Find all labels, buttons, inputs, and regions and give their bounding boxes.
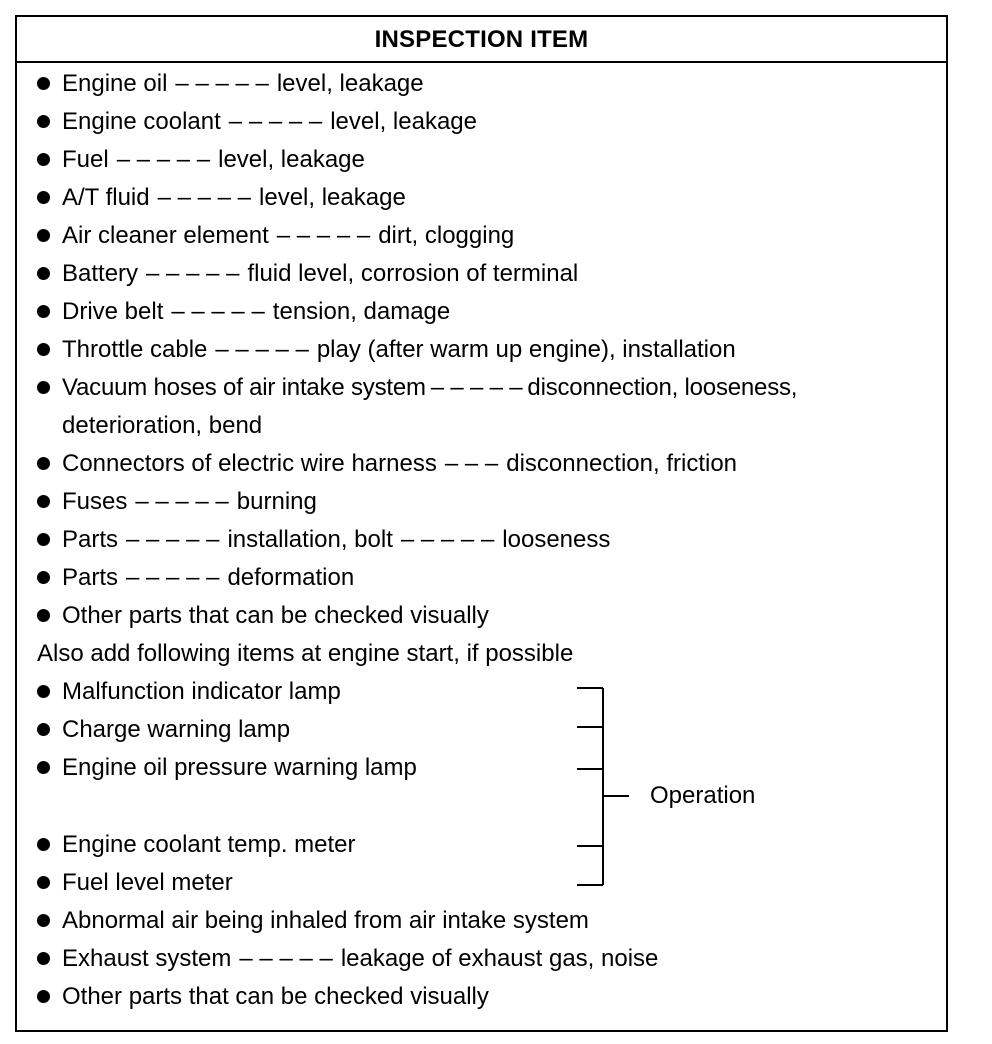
item-name: Parts: [62, 564, 119, 591]
dash-separator: – – – – –: [135, 488, 229, 515]
list-item: [37, 332, 736, 368]
item-name: Charge warning lamp: [62, 716, 291, 743]
item-name: Throttle cable: [62, 336, 208, 363]
bullet-icon: [37, 484, 62, 520]
item-name: Engine coolant temp. meter: [62, 831, 356, 858]
check-text: burning: [236, 488, 317, 515]
list-item: [37, 712, 290, 748]
check-text: disconnection, looseness,: [527, 374, 798, 401]
list-item: [37, 256, 578, 292]
list-item: [37, 142, 365, 178]
dash-separator: – – – – –: [126, 564, 220, 591]
list-item: [37, 827, 356, 863]
list-item: [37, 104, 477, 140]
list-item: [37, 941, 658, 977]
check-text: dirt, clogging: [378, 222, 515, 249]
list-item: [37, 370, 797, 406]
check-text: play (after warm up engine), installation: [316, 336, 736, 363]
dash-separator: – – – – –: [171, 298, 265, 325]
item-name: Other parts that can be checked visually: [62, 983, 489, 1010]
list-item: [37, 979, 489, 1015]
bullet-icon: [37, 674, 62, 710]
dash-separator: – – – – –: [157, 184, 252, 211]
check-text: leakage of exhaust gas, noise: [340, 945, 659, 972]
dash-separator: – – – – –: [228, 108, 323, 135]
list-item: [37, 66, 424, 102]
dash-separator: – – – – –: [175, 70, 269, 97]
list-item: [37, 218, 514, 254]
list-item: [37, 674, 341, 710]
bullet-icon: [37, 522, 62, 558]
item-name: Parts: [62, 526, 119, 553]
bullet-icon: [37, 979, 62, 1015]
list-item-continuation: [62, 408, 262, 444]
dash-separator: – – – – –: [146, 260, 240, 287]
list-item: [37, 484, 317, 520]
dash-separator: – – – – –: [126, 526, 220, 553]
check-text: tension, damage: [272, 298, 451, 325]
list-item: [37, 750, 417, 786]
bullet-icon: [37, 712, 62, 748]
item-name: Abnormal air being inhaled from air intake system: [62, 907, 589, 934]
bullet-icon: [37, 560, 62, 596]
check-text: level, leakage: [276, 70, 424, 97]
bullet-icon: [37, 332, 62, 368]
inspection-table: [15, 15, 948, 1032]
item-name: Drive belt: [62, 298, 164, 325]
bullet-icon: [37, 218, 62, 254]
check-text: level, leakage: [259, 184, 406, 211]
item-name: Connectors of electric wire harness: [62, 450, 437, 477]
item-name: Air cleaner element: [62, 222, 269, 249]
dash-separator: – – – – –: [116, 146, 211, 173]
item-name: A/T fluid: [62, 184, 150, 211]
list-item: [37, 294, 450, 330]
bullet-icon: [37, 941, 62, 977]
bullet-icon: [37, 142, 62, 178]
check-text: fluid level, corrosion of terminal: [247, 260, 579, 287]
check-text: level, leakage: [330, 108, 477, 135]
item-name: Fuel level meter: [62, 869, 233, 896]
bullet-icon: [37, 865, 62, 901]
engine-start-intro: Also add following items at engine start, if possible: [37, 640, 574, 667]
item-name: Battery: [62, 260, 139, 287]
item-name: Other parts that can be checked visually: [62, 602, 489, 629]
bullet-icon: [37, 104, 62, 140]
bullet-icon: [37, 294, 62, 330]
item-name: Engine coolant: [62, 108, 221, 135]
dash-separator: – – – – –: [400, 526, 495, 553]
item-name: Exhaust system: [62, 945, 232, 972]
bullet-icon: [37, 598, 62, 634]
bullet-icon: [37, 180, 62, 216]
continuation-text: deterioration, bend: [62, 412, 263, 439]
item-name: Engine oil: [62, 70, 168, 97]
list-item: [37, 560, 354, 596]
item-name: Malfunction indicator lamp: [62, 678, 341, 705]
check-text: level, leakage: [218, 146, 365, 173]
list-item: [37, 180, 406, 216]
bullet-icon: [37, 66, 62, 102]
header-title: INSPECTION ITEM: [374, 26, 589, 53]
dash-separator: – – –: [444, 450, 499, 477]
item-name: Engine oil pressure warning lamp: [62, 754, 417, 781]
bullet-icon: [37, 750, 62, 786]
table-header: [17, 17, 946, 63]
list-item: [37, 598, 489, 634]
check-text: looseness: [502, 526, 611, 553]
item-name: Fuses: [62, 488, 128, 515]
dash-separator: – – – – –: [430, 374, 523, 401]
list-item: [37, 903, 589, 939]
bullet-icon: [37, 903, 62, 939]
operation-label: Operation: [650, 782, 756, 809]
list-item: [37, 522, 610, 558]
item-name: Vacuum hoses of air intake system: [62, 374, 426, 401]
list-item: [37, 865, 233, 901]
bullet-icon: [37, 256, 62, 292]
bullet-icon: [37, 370, 62, 406]
bullet-icon: [37, 827, 62, 863]
bullet-icon: [37, 446, 62, 482]
check-text: disconnection, friction: [506, 450, 738, 477]
dash-separator: – – – – –: [239, 945, 333, 972]
check-text: deformation: [227, 564, 355, 591]
dash-separator: – – – – –: [215, 336, 309, 363]
check-text: installation, bolt: [227, 526, 393, 553]
dash-separator: – – – – –: [276, 222, 371, 249]
list-item: [37, 446, 737, 482]
item-name: Fuel: [62, 146, 109, 173]
